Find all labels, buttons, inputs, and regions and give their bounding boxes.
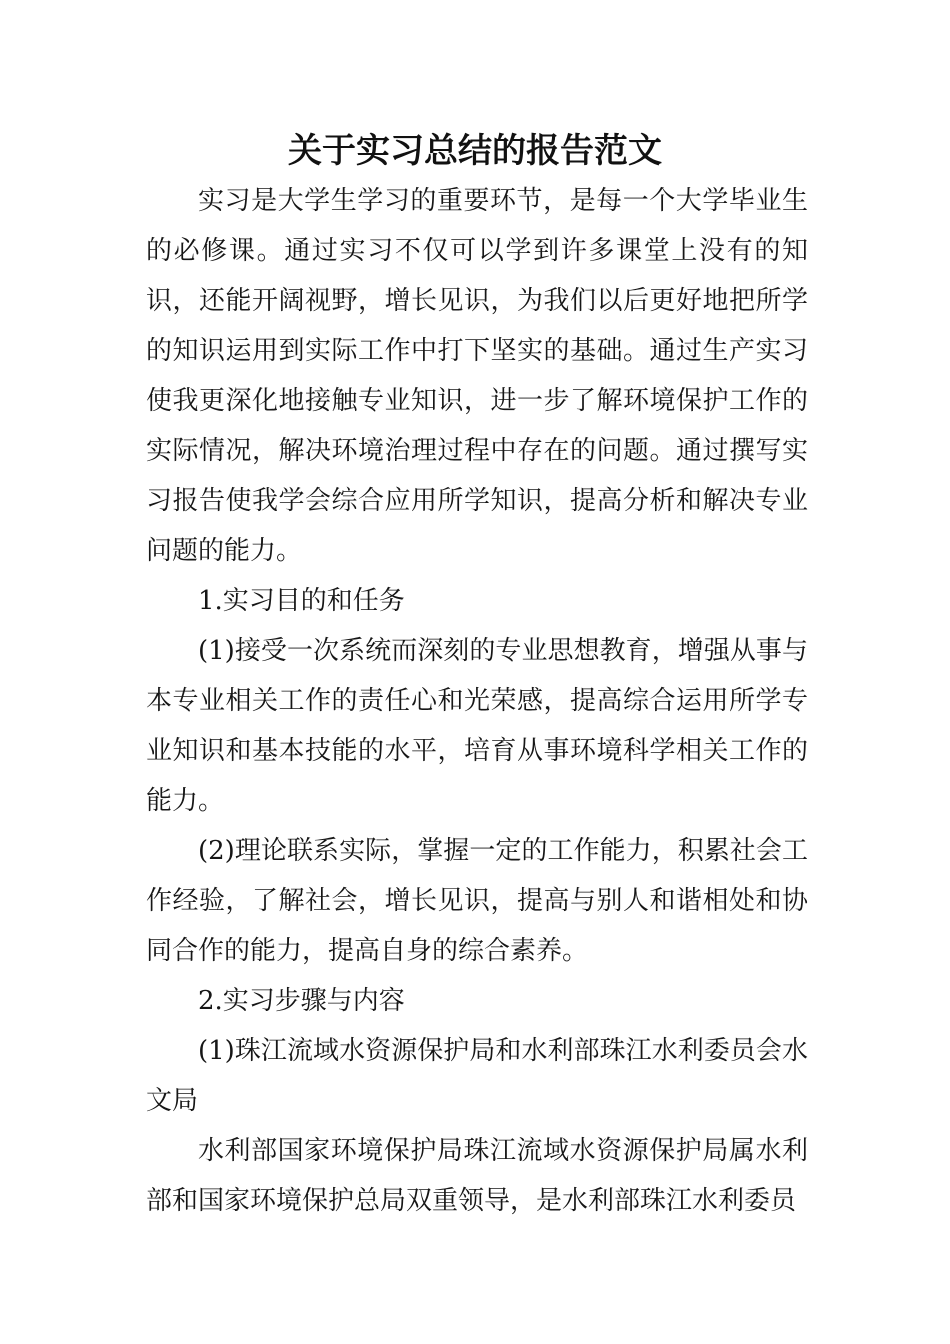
document-title: 关于实习总结的报告范文 [288,131,662,171]
section-heading-purpose: 1.实习目的和任务 [198,586,405,616]
paragraph-intro: 实习是大学生学习的重要环节，是每一个大学毕业生的必修课。通过实习不仅可以学到许多课堂上没有的知识，还能开阔视野，增长见识，为我们以后更好地把所学的知识运用到实际工作中打下坚实的基础。通过生产实习使我更深化地接触专业知识，进一步了解环境保护工作的实际情况，解决环境治理过程中存在的问题。通过撰写实习报告使我学会综合应用所学知识，提高分析和解决专业问题的能力。 [146,186,808,566]
paragraph-purpose-2: (2)理论联系实际，掌握一定的工作能力，积累社会工作经验，了解社会，增长见识，提高与别人和谐相处和协同合作的能力，提高自身的综合素养。 [146,836,808,966]
paragraph-purpose-1: (1)接受一次系统而深刻的专业思想教育，增强从事与本专业相关工作的责任心和光荣感，提高综合运用所学专业知识和基本技能的水平，培育从事环境科学相关工作的能力。 [146,636,808,816]
paragraph-step-1-heading: (1)珠江流域水资源保护局和水利部珠江水利委员会水文局 [146,1036,808,1116]
section-heading-steps: 2.实习步骤与内容 [198,986,405,1016]
paragraph-step-1-body: 水利部国家环境保护局珠江流域水资源保护局属水利部和国家环境保护总局双重领导，是水利部珠江水利委员 [146,1136,808,1216]
document-body [146,176,808,1226]
